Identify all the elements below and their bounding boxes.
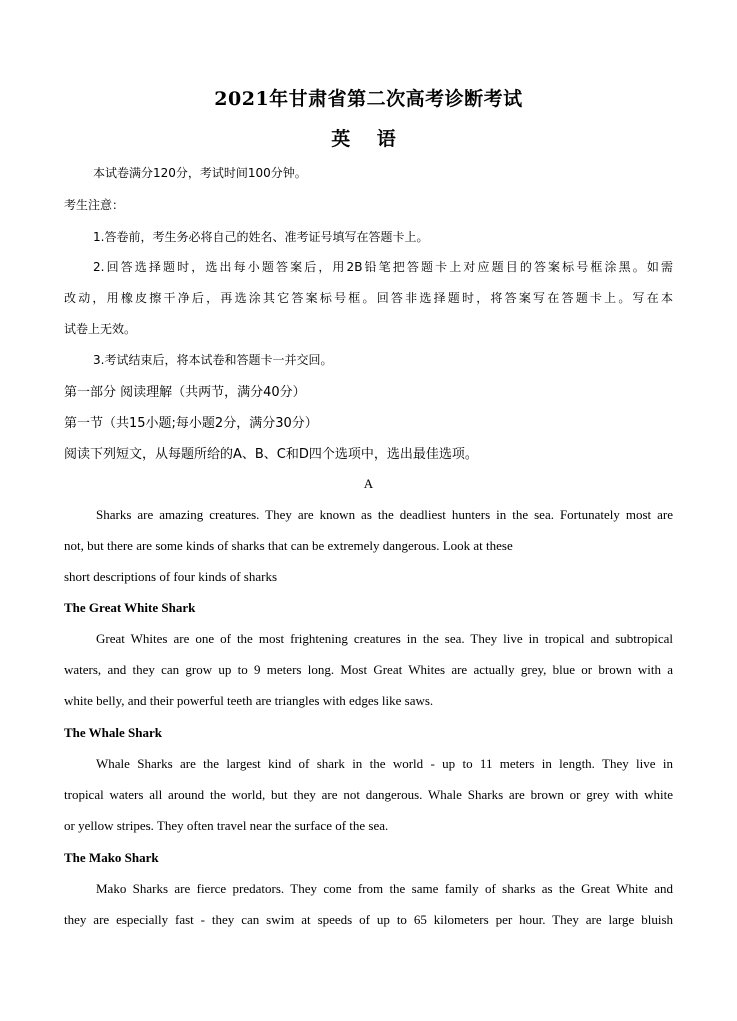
- great-white-line2: waters, and they can grow up to 9 meters long. Most Great Whites are actually grey, blue or brown with a: [64, 662, 673, 677]
- section-heading: 第一节（共15小题;每小题2分，满分30分）: [64, 416, 318, 431]
- notice-label: 考生注意：: [64, 198, 125, 212]
- notice-item-3: 3.考试结束后，将本试卷和答题卡一并交回。: [93, 353, 333, 367]
- passage-intro-line2: not, but there are some kinds of sharks that can be extremely dangerous. Look at these: [64, 538, 513, 553]
- whale-line1: Whale Sharks are the largest kind of shark in the world - up to 11 meters in length. They live in: [96, 756, 673, 771]
- exam-title: 2021年甘肃省第二次高考诊断考试: [214, 88, 523, 110]
- notice-item-2-line2: 改动，用橡皮擦干净后，再选涂其它答案标号框。回答非选择题时，将答案写在答题卡上。写在本: [64, 291, 673, 305]
- shark-heading-mako: The Mako Shark: [64, 850, 159, 865]
- whale-line3: or yellow stripes. They often travel near the surface of the sea.: [64, 818, 389, 833]
- directions: 阅读下列短文，从每题所给的A、B、C和D四个选项中，选出最佳选项。: [64, 447, 478, 462]
- part-heading: 第一部分 阅读理解（共两节，满分40分）: [64, 385, 306, 400]
- notice-item-2-line3: 试卷上无效。: [64, 322, 137, 336]
- passage-intro-line1: Sharks are amazing creatures. They are known as the deadliest hunters in the sea. Fortunately most are: [96, 507, 673, 522]
- passage-intro-line3: short descriptions of four kinds of sharks: [64, 569, 278, 584]
- exam-intro: 本试卷满分120分，考试时间100分钟。: [93, 166, 307, 180]
- great-white-line3: white belly, and their powerful teeth are triangles with edges like saws.: [64, 693, 434, 708]
- shark-heading-great-white: The Great White Shark: [64, 600, 196, 615]
- notice-item-1: 1.答卷前，考生务必将自己的姓名、准考证号填写在答题卡上。: [93, 230, 429, 244]
- whale-line2: tropical waters all around the world, but they are not dangerous. Whale Sharks are brown or grey with white: [64, 787, 673, 802]
- subject-title: 英 语: [331, 128, 406, 150]
- mako-line2: they are especially fast - they can swim at speeds of up to 65 kilometers per hour. They are large bluish: [64, 912, 673, 927]
- shark-heading-whale: The Whale Shark: [64, 725, 163, 740]
- notice-item-2-line1: 2.回答选择题时，选出每小题答案后，用2B铅笔把答题卡上对应题目的答案标号框涂黑。如需: [93, 260, 673, 274]
- passage-letter: A: [363, 476, 374, 491]
- mako-line1: Mako Sharks are fierce predators. They come from the same family of sharks as the Great White and: [96, 881, 673, 896]
- great-white-line1: Great Whites are one of the most frightening creatures in the sea. They live in tropical and subtropical: [96, 631, 673, 646]
